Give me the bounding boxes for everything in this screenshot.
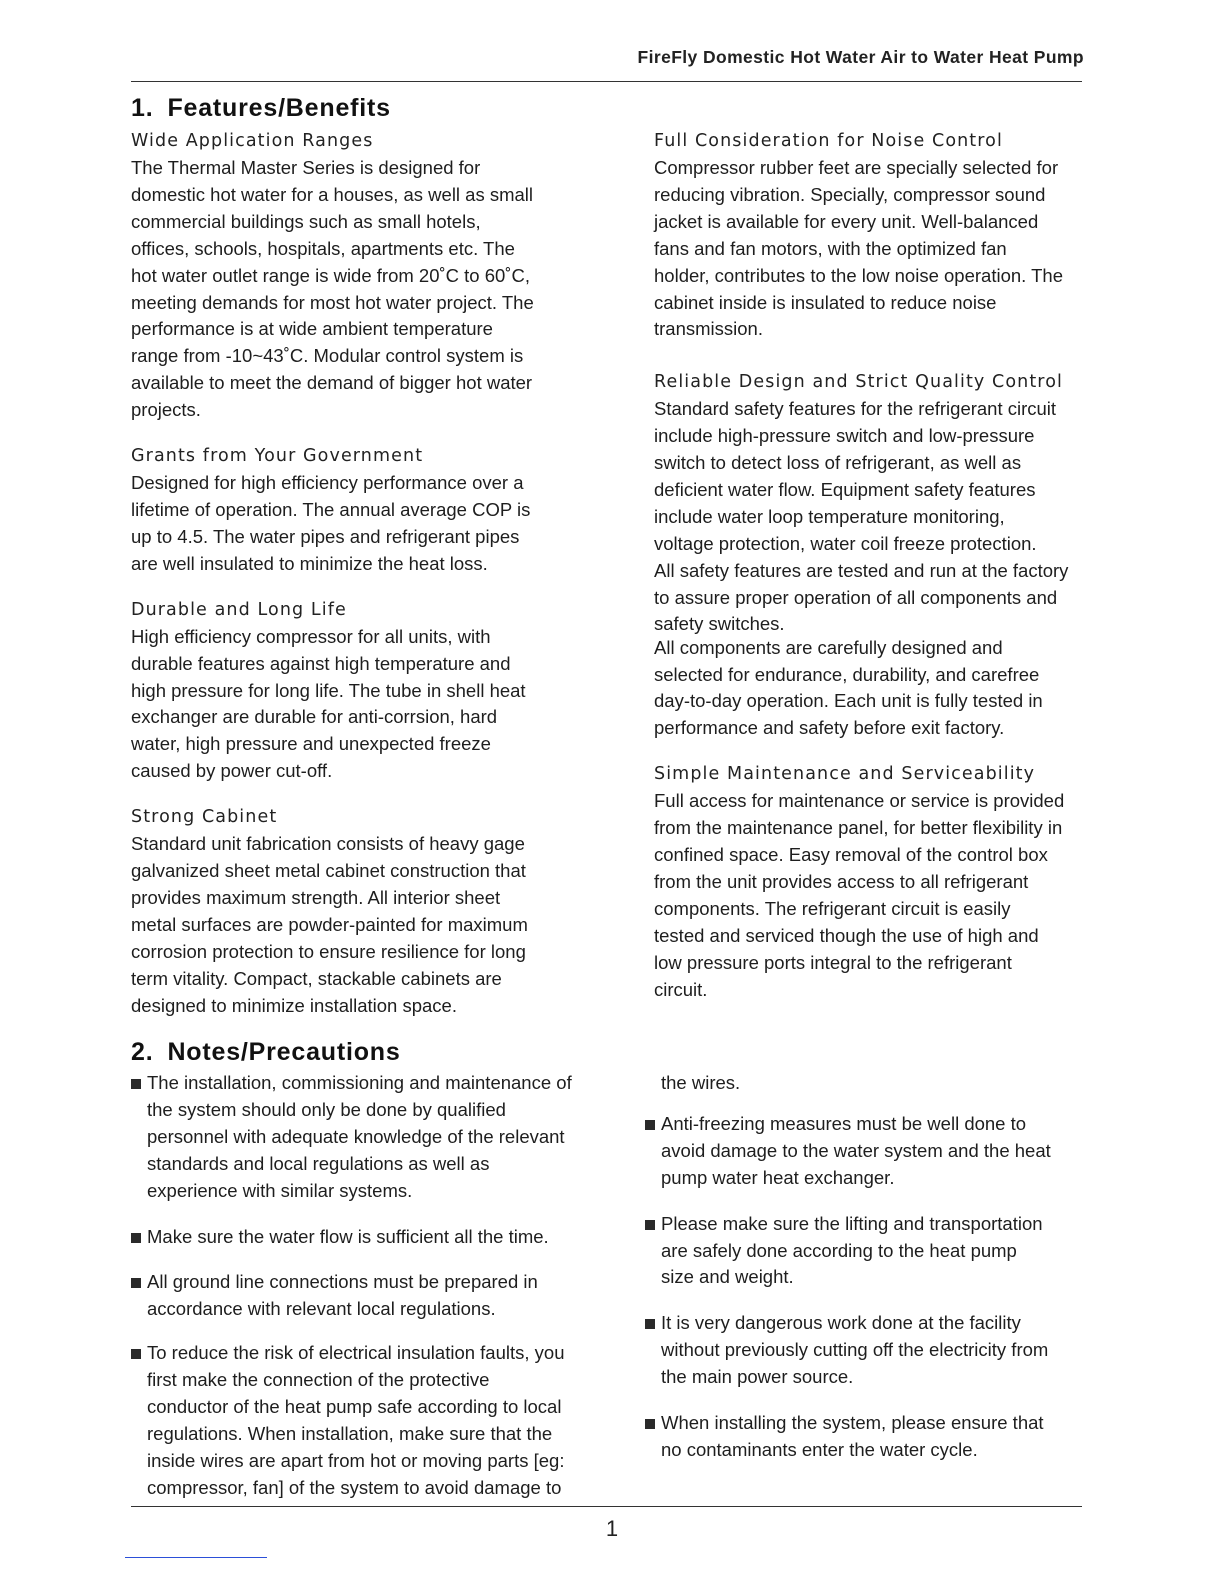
- features-right-column: [654, 128, 1114, 1003]
- body-line: available to meet the demand of bigger hot water: [131, 372, 533, 394]
- feature-wide-application: [131, 128, 631, 424]
- feature-reliable-design: [654, 369, 1114, 742]
- body-line: corrosion protection to ensure resilience for long: [131, 940, 526, 962]
- body-line: first make the connection of the protective: [147, 1369, 490, 1391]
- body-line: confined space. Easy removal of the control box: [654, 844, 1048, 866]
- running-header: FireFly Domestic Hot Water Air to Water Heat Pump: [637, 47, 1084, 67]
- body-line: The Thermal Master Series is designed for: [131, 157, 481, 178]
- spacer: [131, 1205, 631, 1224]
- note-continuation: [645, 1070, 1115, 1097]
- spacer: [645, 1391, 1115, 1410]
- body-line: projects.: [131, 399, 201, 421]
- body-line: the wires.: [661, 1072, 741, 1093]
- body-line: regulations. When installation, make sure that the: [147, 1422, 553, 1444]
- body-line: Standard unit fabrication consists of heavy gage: [131, 833, 525, 855]
- features-left-column: [131, 128, 631, 1019]
- square-bullet-icon: [645, 1319, 655, 1329]
- body-line: Please make sure the lifting and transportation: [661, 1212, 1043, 1234]
- body-line: deficient water flow. Equipment safety features: [654, 479, 1036, 501]
- body-line: tested and serviced though the use of high and: [654, 924, 1039, 946]
- body-line: conductor of the heat pump safe according to local: [147, 1396, 562, 1418]
- feature-subtitle: Wide Application Ranges: [131, 131, 374, 151]
- feature-subtitle: Grants from Your Government: [131, 446, 424, 467]
- note-item: [131, 1070, 631, 1205]
- body-line: safety switches.: [654, 612, 785, 634]
- feature-subtitle: Reliable Design and Strict Quality Control: [654, 372, 1063, 393]
- body-line: fans and fan motors, with the optimized fan: [654, 237, 1007, 259]
- spacer: [131, 578, 631, 597]
- body-line: All ground line connections must be prepared in: [147, 1271, 538, 1293]
- body-line: designed to minimize installation space.: [131, 994, 457, 1016]
- body-line: All safety features are tested and run at the factory: [654, 559, 1069, 581]
- body-line: It is very dangerous work done at the facility: [661, 1312, 1021, 1334]
- spacer: [131, 1250, 631, 1269]
- body-line: Make sure the water flow is sufficient all the time.: [147, 1225, 549, 1247]
- section-1-title: Features/Benefits: [167, 94, 391, 122]
- body-line: reducing vibration. Specially, compressor sound: [654, 183, 1046, 205]
- spacer: [645, 1192, 1115, 1211]
- body-line: Anti-freezing measures must be well done to: [661, 1112, 1027, 1134]
- square-bullet-icon: [645, 1220, 655, 1230]
- body-line: meeting demands for most hot water project. The: [131, 291, 534, 313]
- notes-left-column: [131, 1070, 631, 1502]
- body-line: voltage protection, water coil freeze protection.: [654, 532, 1037, 554]
- square-bullet-icon: [131, 1349, 141, 1359]
- body-line: Compressor rubber feet are specially selected for: [654, 157, 1059, 178]
- body-line: inside wires are apart from hot or moving parts [eg:: [147, 1449, 565, 1471]
- body-line: personnel with adequate knowledge of the relevant: [147, 1125, 565, 1147]
- section-2-number: 2.: [131, 1038, 154, 1066]
- body-line: galvanized sheet metal cabinet construction that: [131, 860, 526, 882]
- body-line: pump water heat exchanger.: [661, 1166, 895, 1188]
- spacer: [131, 785, 631, 804]
- section-1-heading: [131, 94, 391, 123]
- spacer: [654, 343, 1114, 369]
- body-line: the main power source.: [661, 1366, 854, 1388]
- body-line: size and weight.: [661, 1266, 794, 1288]
- body-line: offices, schools, hospitals, apartments etc. The: [131, 237, 515, 259]
- feature-strong-cabinet: [131, 804, 631, 1019]
- note-item: [645, 1410, 1115, 1464]
- notes-right-column: [645, 1070, 1115, 1464]
- body-line: Designed for high efficiency performance over a: [131, 472, 524, 494]
- body-line: term vitality. Compact, stackable cabinets are: [131, 967, 502, 989]
- body-line: low pressure ports integral to the refrigerant: [654, 951, 1012, 973]
- body-line: from the unit provides access to all refrigerant: [654, 870, 1029, 892]
- body-line: caused by power cut-off.: [131, 760, 333, 782]
- body-line: are well insulated to minimize the heat loss.: [131, 552, 488, 574]
- body-line: are safely done according to the heat pump: [661, 1239, 1017, 1261]
- body-line: domestic hot water for a houses, as well as small: [131, 183, 534, 205]
- spacer: [131, 424, 631, 443]
- section-1-number: 1.: [131, 94, 154, 122]
- header-rule: [131, 81, 1082, 82]
- body-line: no contaminants enter the water cycle.: [661, 1438, 978, 1460]
- body-line: metal surfaces are powder-painted for maximum: [131, 913, 528, 935]
- body-line: jacket is available for every unit. Well-balanced: [654, 210, 1039, 232]
- body-line: exchanger are durable for anti-corrsion, hard: [131, 706, 498, 728]
- body-line: When installing the system, please ensure that: [661, 1412, 1044, 1434]
- feature-noise-control: [654, 128, 1114, 343]
- spacer: [645, 1291, 1115, 1310]
- body-line: avoid damage to the water system and the heat: [661, 1139, 1051, 1161]
- body-line: cabinet inside is insulated to reduce noise: [654, 291, 997, 313]
- spacer: [645, 1097, 1115, 1111]
- body-line: range from -10~43˚C. Modular control system is: [131, 345, 524, 367]
- body-line: experience with similar systems.: [147, 1179, 413, 1201]
- body-line: circuit.: [654, 978, 708, 1000]
- feature-government-grants: [131, 443, 631, 578]
- body-line: lifetime of operation. The annual average COP is: [131, 498, 531, 520]
- body-line: hot water outlet range is wide from 20˚C to 60˚C,: [131, 264, 530, 286]
- feature-durable-long-life: [131, 597, 631, 785]
- body-line: include water loop temperature monitoring,: [654, 505, 1005, 527]
- body-line: standards and local regulations as well as: [147, 1152, 490, 1174]
- square-bullet-icon: [131, 1079, 141, 1089]
- feature-subtitle: Strong Cabinet: [131, 807, 278, 828]
- feature-subtitle: Simple Maintenance and Serviceability: [654, 764, 1036, 785]
- body-line: All components are carefully designed and: [654, 636, 1003, 658]
- body-line: day-to-day operation. Each unit is fully tested in: [654, 690, 1043, 712]
- note-item: [645, 1310, 1115, 1391]
- body-line: switch to detect loss of refrigerant, as well as: [654, 452, 1022, 474]
- square-bullet-icon: [645, 1120, 655, 1130]
- body-line: Standard safety features for the refrigerant circuit: [654, 398, 1057, 420]
- body-line: To reduce the risk of electrical insulation faults, you: [147, 1342, 565, 1364]
- body-line: up to 4.5. The water pipes and refrigerant pipes: [131, 525, 520, 547]
- body-line: the system should only be done by qualified: [147, 1098, 506, 1120]
- spacer: [654, 742, 1114, 761]
- spacer: [131, 1323, 631, 1340]
- page-number: 1: [605, 1516, 619, 1541]
- square-bullet-icon: [131, 1278, 141, 1288]
- body-line: commercial buildings such as small hotels,: [131, 210, 481, 232]
- note-item: [645, 1211, 1115, 1292]
- section-2-title: Notes/Precautions: [167, 1038, 401, 1066]
- body-line: include high-pressure switch and low-pressure: [654, 425, 1035, 447]
- footer-link-underline: [125, 1557, 267, 1558]
- body-line: performance and safety before exit factory.: [654, 717, 1005, 739]
- body-line: performance is at wide ambient temperature: [131, 318, 493, 340]
- note-item: [131, 1224, 631, 1251]
- square-bullet-icon: [131, 1233, 141, 1243]
- feature-subtitle: Full Consideration for Noise Control: [654, 131, 1003, 151]
- body-line: high pressure for long life. The tube in shell heat: [131, 679, 526, 701]
- body-line: holder, contributes to the low noise operation. The: [654, 264, 1063, 286]
- feature-maintenance: [654, 761, 1114, 1003]
- body-line: from the maintenance panel, for better flexibility in: [654, 817, 1063, 839]
- section-2-heading: [131, 1038, 401, 1067]
- body-line: to assure proper operation of all components and: [654, 586, 1058, 608]
- body-line: components. The refrigerant circuit is easily: [654, 897, 1011, 919]
- body-line: accordance with relevant local regulations.: [147, 1298, 496, 1320]
- body-line: The installation, commissioning and maintenance of: [147, 1072, 572, 1093]
- note-item: [645, 1111, 1115, 1192]
- body-line: provides maximum strength. All interior sheet: [131, 886, 501, 908]
- footer-rule: [131, 1506, 1082, 1507]
- body-line: Full access for maintenance or service is provided: [654, 790, 1065, 812]
- body-line: water, high pressure and unexpected freeze: [131, 733, 491, 755]
- body-line: durable features against high temperature and: [131, 652, 511, 674]
- body-line: compressor, fan] of the system to avoid damage to: [147, 1476, 562, 1498]
- body-line: without previously cutting off the electricity from: [661, 1339, 1049, 1361]
- body-line: High efficiency compressor for all units, with: [131, 625, 491, 647]
- note-item: [131, 1269, 631, 1323]
- feature-subtitle: Durable and Long Life: [131, 599, 347, 620]
- note-item: [131, 1340, 631, 1501]
- body-line: selected for endurance, durability, and carefree: [654, 663, 1040, 685]
- square-bullet-icon: [645, 1419, 655, 1429]
- body-line: transmission.: [654, 318, 763, 340]
